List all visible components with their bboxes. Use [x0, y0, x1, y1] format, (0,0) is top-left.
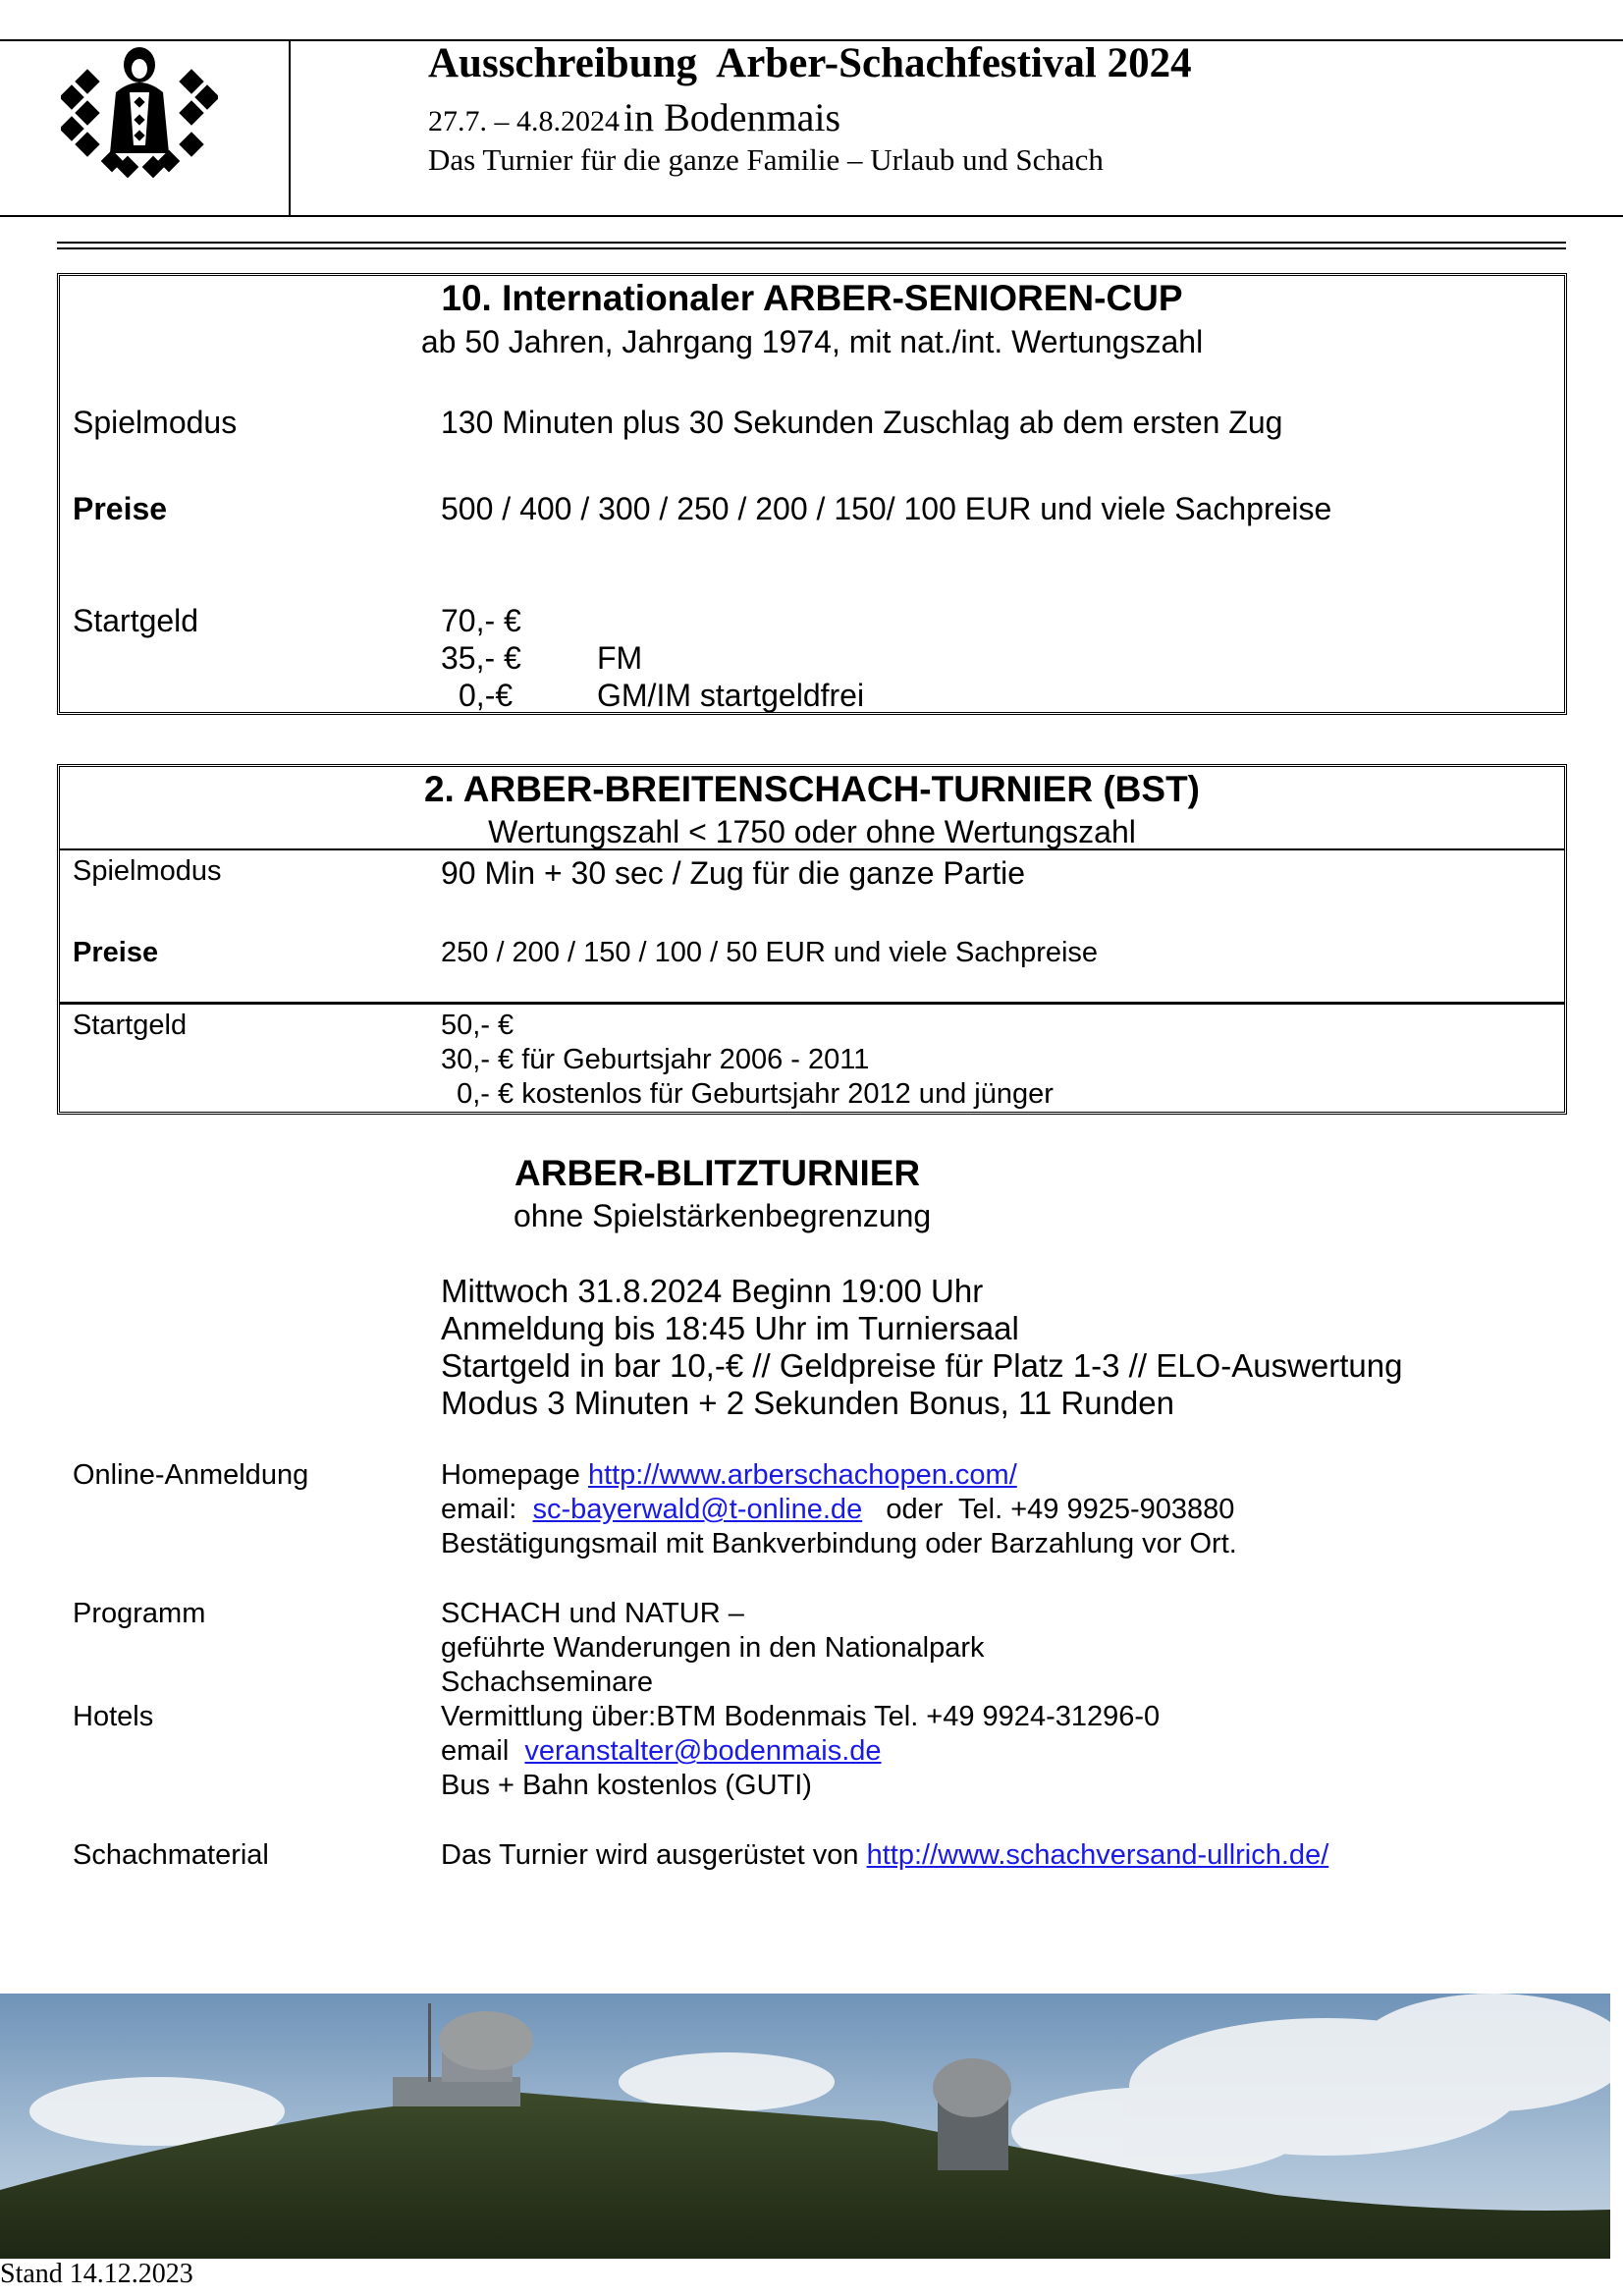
phone-number: oder Tel. +49 9925-903880 — [886, 1494, 1235, 1525]
bst-spielmodus-label: Spielmodus — [73, 855, 222, 887]
bst-title: 2. ARBER-BREITENSCHACH-TURNIER (BST) — [423, 769, 1200, 809]
homepage-link[interactable]: http://www.arberschachopen.com/ — [587, 1459, 1017, 1491]
schachmaterial-prefix: Das Turnier wird ausgerüstet von — [441, 1839, 867, 1871]
hotels-email-prefix: email — [441, 1735, 525, 1767]
event-dates: 27.7. – 4.8.2024 — [428, 105, 620, 137]
senioren-startgeld-label: Startgeld — [73, 603, 199, 638]
bst-divider — [59, 1002, 1565, 1005]
bst-spielmodus-value: 90 Min + 30 sec / Zug für die ganze Partie — [441, 855, 1025, 891]
bst-fee-line: 0,- € kostenlos für Geburtsjahr 2012 und jünger — [441, 1078, 1054, 1110]
arber-summit-photo — [0, 1994, 1610, 2259]
bst-subtitle: Wertungszahl < 1750 oder ohne Wertungszahl — [488, 814, 1136, 849]
email-link[interactable]: sc-bayerwald@t-online.de — [532, 1494, 863, 1525]
bst-fee-line: 50,- € — [441, 1010, 514, 1041]
header-rule-top — [57, 242, 1566, 244]
hotels-email-link[interactable]: veranstalter@bodenmais.de — [524, 1735, 882, 1767]
blitz-line: Modus 3 Minuten + 2 Sekunden Bonus, 11 Runden — [441, 1385, 1174, 1421]
hotels-label: Hotels — [73, 1701, 154, 1732]
bst-preise-label: Preise — [73, 937, 159, 968]
event-place: in Bodenmais — [623, 95, 841, 139]
senioren-fee-note: GM/IM startgeldfrei — [597, 678, 865, 713]
bst-startgeld-label: Startgeld — [73, 1010, 188, 1041]
programm-line: Schachseminare — [441, 1667, 653, 1698]
programm-line: geführte Wanderungen in den Nationalpark — [441, 1632, 985, 1664]
schachmaterial-line — [441, 1839, 1328, 1872]
event-tagline: Das Turnier für die ganze Familie – Urlaub und Schach — [428, 142, 1104, 177]
hotels-line: Vermittlung über:BTM Bodenmais Tel. +49 9924-31296-0 — [441, 1701, 1161, 1732]
senioren-cup-title: 10. Internationaler ARBER-SENIOREN-CUP — [441, 278, 1183, 318]
senioren-fee-amount: 0,-€ — [459, 678, 514, 713]
senioren-preise-value: 500 / 400 / 300 / 250 / 200 / 150/ 100 EUR und viele Sachpreise — [441, 491, 1332, 526]
senioren-fee-amount: 35,- € — [441, 640, 521, 676]
stand-date: Stand 14.12.2023 — [0, 2259, 193, 2289]
bst-fee-line: 30,- € für Geburtsjahr 2006 - 2011 — [441, 1044, 870, 1075]
schachmaterial-label: Schachmaterial — [73, 1839, 269, 1871]
programm-line: SCHACH und NATUR – — [441, 1598, 744, 1629]
blitz-line: Mittwoch 31.8.2024 Beginn 19:00 Uhr — [441, 1273, 984, 1309]
blitz-subtitle: ohne Spielstärkenbegrenzung — [514, 1198, 932, 1233]
programm-label: Programm — [73, 1598, 206, 1629]
senioren-spielmodus-label: Spielmodus — [73, 405, 238, 440]
chess-club-logo — [61, 43, 218, 181]
event-dates-line — [428, 94, 840, 140]
senioren-fee-note: FM — [597, 640, 643, 676]
online-anmeldung-label: Online-Anmeldung — [73, 1459, 309, 1491]
hotels-line: Bus + Bahn kostenlos (GUTI) — [441, 1770, 812, 1801]
schachversand-link[interactable]: http://www.schachversand-ullrich.de/ — [866, 1839, 1329, 1871]
blitz-line: Anmeldung bis 18:45 Uhr im Turniersaal — [441, 1310, 1019, 1346]
email-line — [441, 1494, 1234, 1526]
blitz-title: ARBER-BLITZTURNIER — [514, 1153, 921, 1193]
document-title: Ausschreibung Arber-Schachfestival 2024 — [428, 40, 1192, 86]
senioren-spielmodus-value: 130 Minuten plus 30 Sekunden Zuschlag ab dem ersten Zug — [441, 405, 1283, 440]
header-divider — [289, 39, 291, 217]
confirm-line: Bestätigungsmail mit Bankverbindung oder Barzahlung vor Ort. — [441, 1528, 1237, 1559]
header-rule-bottom — [57, 247, 1566, 249]
homepage-line — [441, 1459, 1017, 1492]
bst-preise-value: 250 / 200 / 150 / 100 / 50 EUR und viele Sachpreise — [441, 937, 1099, 968]
homepage-prefix: Homepage — [441, 1459, 588, 1491]
email-prefix: email: — [441, 1494, 533, 1525]
blitz-line: Startgeld in bar 10,-€ // Geldpreise für Platz 1-3 // ELO-Auswertung — [441, 1347, 1403, 1384]
hotels-email-line — [441, 1735, 882, 1768]
senioren-preise-label: Preise — [73, 491, 168, 526]
senioren-fee-amount: 70,- € — [441, 603, 521, 638]
senioren-cup-subtitle: ab 50 Jahren, Jahrgang 1974, mit nat./int. Wertungszahl — [420, 324, 1204, 359]
